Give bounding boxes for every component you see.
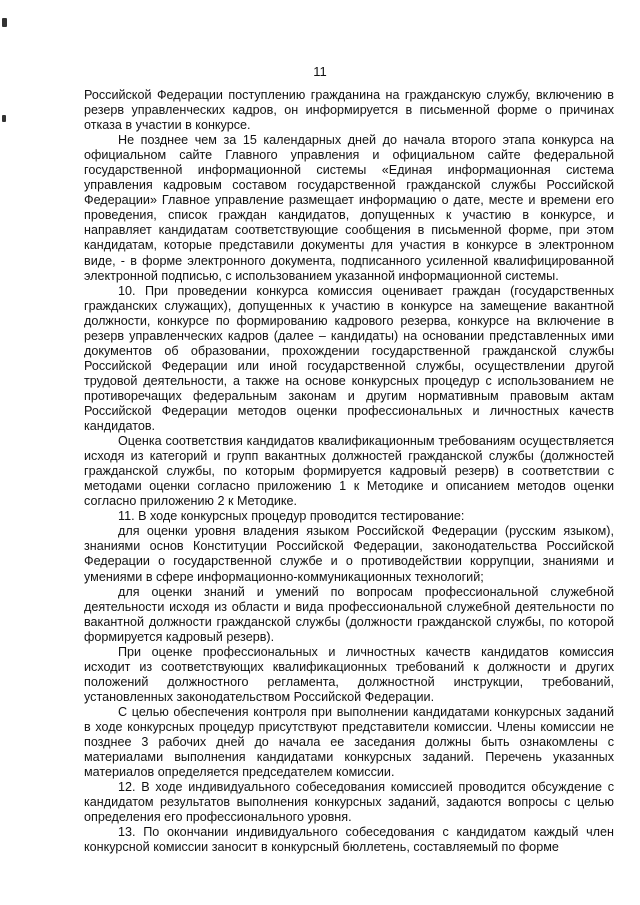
paragraph: 12. В ходе индивидуального собеседования комиссией проводится обсуждение с кандидатом результатов выполнения конкурсных заданий, задаются вопросы с целью определения его профессионального уровня. — [84, 780, 614, 825]
scan-edge-mark — [2, 18, 7, 27]
paragraph: Не позднее чем за 15 календарных дней до начала второго этапа конкурса на официальном сайте Главного управления и официальном сайте федеральной государственной информационной системы «Единая информационная система управления кадровым составом государственной гражданской службы Российской Федерации» Главное управление размещает информацию о дате, месте и времени его проведения, список граждан кандидатов, допущенных к участию в конкурсе, и направляет кандидатам соответствующие сообщения в письменной форме, при этом кандидатам, которые представили документы для участия в конкурсе в электронном виде, - в форме электронного документа, подписанного усиленной квалифицированной электронной подписью, с использованием указанной информационной системы. — [84, 133, 614, 283]
paragraph: 10. При проведении конкурса комиссия оценивает граждан (государственных гражданских служащих), допущенных к участию в конкурсе на замещение вакантной должности, конкурсе по формированию кадрового резерва, конкурсе на включение в резерв управленческих кадров (далее – кандидаты) на основании представленных ими документов об образовании, прохождении государственной гражданской службы Российской Федерации или иной государственной службы, осуществлении другой трудовой деятельности, а также на основе конкурсных процедур с использованием не противоречащих федеральным законам и другим нормативным правовым актам Российской Федерации методов оценки профессиональных и личностных качеств кандидатов. — [84, 283, 614, 434]
paragraph: Российской Федерации поступлению гражданина на гражданскую службу, включению в резерв управленческих кадров, он информируется в письменной форме о причинах отказа в участии в конкурсе. — [84, 88, 614, 133]
scan-edge-mark — [2, 115, 6, 122]
paragraph: для оценки уровня владения языком Российской Федерации (русским языком), знаниями основ Конституции Российской Федерации, законодательства Российской Федерации о государственной службе и о противодействии коррупции, знаниями и умениями в сфере информационно-коммуникационных технологий; — [84, 524, 614, 584]
paragraph: 11. В ходе конкурсных процедур проводится тестирование: — [118, 509, 465, 524]
paragraph: для оценки знаний и умений по вопросам профессиональной служебной деятельности исходя из области и вида профессиональной служебной деятельности по вакантной должности гражданской службы (должности гражданской службы, по которой формируется кадровый резерв). — [84, 584, 614, 644]
paragraph: 13. По окончании индивидуального собеседования с кандидатом каждый член конкурсной комиссии заносит в конкурсный бюллетень, составляемый по форме — [84, 825, 614, 855]
page-number: 11 — [313, 64, 327, 79]
paragraph: С целью обеспечения контроля при выполнении кандидатами конкурсных заданий в ходе конкурсных процедур присутствуют представители комиссии. Члены комиссии не позднее 3 рабочих дней до начала ее заседания должны быть ознакомлены с материалами выполнения кандидатами конкурсных заданий. Перечень указанных материалов определяется председателем комиссии. — [84, 704, 614, 780]
paragraph: При оценке профессиональных и личностных качеств кандидатов комиссия исходит из соответствующих квалификационных требований к должности и других положений должностного регламента, должностной инструкции, требований, установленных законодательством Российской Федерации. — [84, 644, 614, 704]
document-body — [84, 88, 614, 855]
paragraph: Оценка соответствия кандидатов квалификационным требованиям осуществляется исходя из категорий и групп вакантных должностей гражданской службы (должностей гражданской службы, по которым формируется кадровый резерв) в соответствии с методами оценки согласно приложению 1 к Методике и описанием методов оценки согласно приложению 2 к Методике. — [84, 434, 614, 509]
